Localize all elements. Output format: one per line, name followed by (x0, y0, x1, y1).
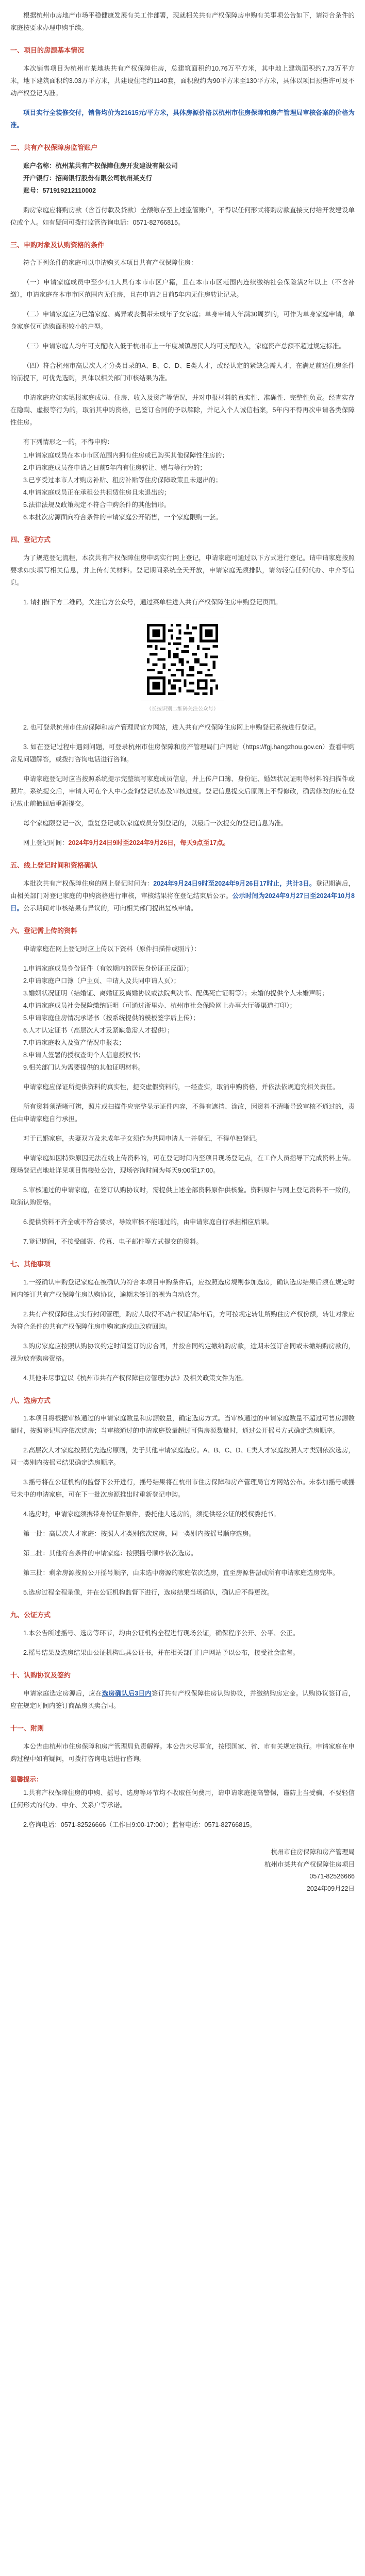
paragraph: 2. 也可登录杭州市住房保障和房产管理局官方网站，进入共有产权保障住房网上申购登记系统进行登记。 (23, 724, 321, 732)
account-number: 账号：571919212110002 (23, 187, 96, 194)
paragraph: 申请家庭应如实填报家庭成员、住房、收入及资产等情况，并对申报材料的真实性、准确性、完整性负责。经查实存在隐瞒、虚报等行为的，取消其申购资格，已签订合同的予以解除，并记入个人诚信档案，5年内不得再次申请各类保障性住房。 (10, 394, 355, 427)
paragraph: 本次销售项目为杭州市某地块共有产权保障住房，总建筑面积约10.76万平方米，其中地上建筑面积约7.73万平方米，地下建筑面积约3.03万平方米，共建设住宅约1140套，面积段约为90平方米至130平方米，具体以项目预售许可及不动产权登记为准。 (10, 64, 355, 97)
list-title: 有下列情形之一的，不得申购： (23, 438, 114, 446)
paragraph: 第二批：其他符合条件的申请家庭：按照摇号顺序依次选房。 (23, 1550, 197, 1557)
paragraph: 第三批：剩余房源按照公开摇号顺序，由未选中房源的家庭依次选房，直至房源售罄或所有申请家庭选房完毕。 (23, 1569, 339, 1577)
signature-block (10, 1846, 355, 1895)
list-item: 5.申请家庭住房情况承诺书（按系统提供的模板签字后上传）； (23, 1014, 200, 1022)
paragraph: （二）申请家庭应为已婚家庭、离异或丧偶带未成年子女家庭；单身申请人年满30周岁的，可作为单身家庭申请，单身家庭仅可选购面积较小的户型。 (10, 311, 355, 331)
text-span: 公示期间对审核结果有异议的，可向相关部门提出复核申请。 (23, 904, 197, 912)
text-span: 签订共有产权保障住房认购协议，并缴纳购房定金。认购协议签订后，应在规定时间内签订商品房买卖合同。 (10, 1689, 355, 1709)
text-span: 本批次共有产权保障住房的网上登记时间为： (23, 879, 154, 887)
signature-date: 2024年09月22日 (306, 1885, 355, 1893)
paragraph: 所有资料须清晰可辨，照片或扫描件应完整显示证件内容，不得有遮挡、涂改，因资料不清晰导致审核不通过的，责任由申请家庭自行承担。 (10, 1103, 355, 1123)
section-heading: 七、其他事项 (10, 1260, 51, 1268)
paragraph: 申请家庭在网上登记时应上传以下资料（原件扫描件或照片）： (23, 945, 201, 953)
section-heading: 一、项目的房源基本情况 (10, 46, 85, 54)
paragraph: 3.摇号将在公证机构的监督下公开进行，摇号结果将在杭州市住房保障和房产管理局官方网站公布。未参加摇号或摇号未中的申请家庭，可在下一批次房源推出时重新登记申购。 (10, 1479, 355, 1499)
paragraph: 2.高层次人才家庭按照优先选房原则，先于其他申请家庭选房。A、B、C、D、E类人才家庭按照人才类别依次选房，同一类别内按摇号结果确定选房顺序。 (10, 1447, 355, 1467)
paragraph: 4.其他未尽事宜以《杭州市共有产权保障住房管理办法》及相关政策文件为准。 (23, 1374, 248, 1382)
paragraph: 本公告由杭州市住房保障和房产管理局负责解释。本公告未尽事宜，按照国家、省、市有关规定执行。申请家庭在申购过程中如有疑问，可拨打咨询电话进行咨询。 (10, 1742, 355, 1762)
paragraph: 2.共有产权保障住房实行封闭管理，购房人取得不动产权证满5年后，方可按规定转让所购住房产权份额，转让对象应为符合条件的共有产权保障住房申购家庭或由政府回购。 (10, 1310, 355, 1330)
paragraph: 5.审核通过的申请家庭，在签订认购协议时，需提供上述全部资料原件供核验。资料原件与网上登记资料不一致的，取消认购资格。 (10, 1186, 355, 1206)
list-item: 4.申请家庭成员社会保险缴纳证明（可通过浙里办、杭州市社会保险网上办事大厅等渠道打印）； (23, 1002, 296, 1009)
paragraph (10, 877, 355, 914)
list-item: 8.申请人签署的授权查询个人信息授权书； (23, 1051, 145, 1059)
highlight-date: 公示时间为2024年9月27日至2024年10月8日。 (10, 892, 355, 912)
highlight-date: 2024年9月24日9时至2024年9月26日17时止，共计3日。 (153, 879, 316, 887)
list-item: 9.相关部门认为需要提供的其他证明材料。 (23, 1063, 145, 1071)
signature-org: 杭州市住房保障和房产管理局 (271, 1848, 355, 1856)
list-item: 2.申请家庭成员在申请之日前5年内有住房转让、赠与等行为的； (23, 464, 206, 472)
section-heading: 二、共有产权保障房监管账户 (10, 143, 98, 151)
paragraph: 申请家庭如因特殊原因无法在线上传资料的，可在登记时间内至项目现场登记点，在工作人员指导下完成资料上传。现场登记点地址详见项目售楼处公告，现场咨询时间为每天9:00至17:00。 (10, 1154, 355, 1174)
list-item: 2.申请家庭户口簿（户主页、申请人及共同申请人页）； (23, 977, 180, 985)
paragraph: 6.提供资料不齐全或不符合要求，导致审核不能通过的，由申请家庭自行承担相应后果。 (23, 1218, 274, 1226)
list-item: 3.已享受过本市人才购房补贴、租房补贴等住房保障政策且未退出的； (23, 477, 222, 484)
section-heading: 三、申购对象及认购资格的条件 (10, 241, 105, 249)
paragraph: 购房家庭应将购房款（含首付款及贷款）全额缴存至上述监管账户，不得以任何形式将购房款直接支付给开发建设单位或个人。如有疑问可拨打监管咨询电话：0571-82766815。 (10, 206, 355, 226)
section-heading: 四、登记方式 (10, 536, 51, 544)
section-heading: 八、选房方式 (10, 1396, 51, 1404)
intro-paragraph: 根据杭州市房地产市场平稳健康发展有关工作部署，现就相关共有产权保障房申购有关事项公告如下，请符合条件的家庭按要求办理申购手续。 (10, 12, 355, 31)
section-heading: 六、登记需上传的资料 (10, 926, 78, 935)
notes-title: 温馨提示： (10, 1775, 43, 1783)
paragraph: 1.共有产权保障住房的申购、摇号、选房等环节均不收取任何费用，请申请家庭提高警惕，谨防上当受骗，不要轻信任何形式的代办、中介、关系户等承诺。 (10, 1789, 355, 1809)
registration-time-label: 网上登记时间： (23, 839, 69, 847)
registration-time-value: 2024年9月24日9时至2024年9月26日，每天9点至17点。 (68, 839, 230, 847)
paragraph: 3. 如在登记过程中遇到问题，可登录杭州市住房保障和房产管理局门户网站（https://fgj.hangzhou.gov.cn）查看申购常见问题解答，或拨打咨询电话进行咨询。 (10, 743, 355, 764)
paragraph: 申请家庭应保证所提供资料的真实性，提交虚假资料的，一经查实，取消申购资格，并依法依规追究相关责任。 (23, 1083, 339, 1091)
account-bank: 开户银行：招商银行股份有限公司杭州某支行 (23, 174, 153, 182)
signature-phone: 0571-82526666 (309, 1873, 355, 1880)
paragraph: 为了规范登记流程，本次共有产权保障住房申购实行网上登记，申请家庭可通过以下方式进行登记。请申请家庭按照要求如实填写相关信息，并上传有关材料。登记期间系统全天开放，申请家庭无须排队，请勿轻信任何代办、中介等信息。 (10, 554, 355, 587)
paragraph (10, 1687, 355, 1712)
paragraph: 第一批：高层次人才家庭：按照人才类别依次选房，同一类别内按摇号顺序选房。 (23, 1530, 256, 1538)
paragraph: 2.咨询电话：0571-82526666（工作日9:00-17:00）；监督电话：0571-82766815。 (23, 1821, 256, 1828)
account-name: 账户名称：杭州某共有产权保障住房开发建设有限公司 (23, 162, 178, 170)
list-item: 5.法律法规及政策规定不符合申购条件的其他情形。 (23, 501, 171, 509)
paragraph: 1.一经确认申购登记家庭在被确认为符合本项目申购条件后，应按照选房规则参加选房，确认选房结果后须在规定时间内签订共有产权保障住房认购协议，逾期未签订的视为自动放弃。 (10, 1278, 355, 1298)
section-heading: 十、认购协议及签约 (10, 1671, 71, 1680)
price-paragraph: 项目实行全装修交付，销售均价为21615元/平方米，具体房源价格以杭州市住房保障和房产管理局审核备案的价格为准。 (10, 109, 355, 129)
list-item: 4.申请家庭成员正在承租公共租赁住房且未退出的； (23, 489, 171, 497)
section-heading: 五、线上登记时间和资格确认 (10, 861, 98, 870)
paragraph: 4.选房时，申请家庭须携带身份证件原件，委托他人选房的，须提供经公证的授权委托书。 (23, 1511, 280, 1518)
list-item: 6.人才认定证书（高层次人才及紧缺急需人才提供）； (23, 1026, 174, 1034)
paragraph: 1. 请扫描下方二维码，关注官方公众号，通过菜单栏进入共有产权保障住房申购登记页面。 (23, 599, 282, 606)
qr-code-container (10, 618, 355, 701)
signature-org-2: 杭州市某共有产权保障住房项目 (264, 1860, 355, 1868)
paragraph: （四）符合杭州市高层次人才分类目录的A、B、C、D、E类人才，或经认定的紧缺急需人才，在满足前述住房条件的前提下，可优先选购，具体以相关部门审核结果为准。 (10, 362, 355, 382)
paragraph: 符合下列条件的家庭可以申请购买本项目共有产权保障住房： (23, 259, 197, 267)
paragraph: 1.本公告所述摇号、选房等环节，均由公证机构全程进行现场公证，确保程序公开、公平、公正。 (23, 1630, 300, 1637)
qr-caption: （长按识别二维码关注公众号） (146, 706, 219, 713)
paragraph: 3.购房家庭应按照认购协议约定时间签订购房合同，并按合同约定缴纳购房款，逾期未签订合同或未缴纳购房款的，视为放弃购房资格。 (10, 1342, 355, 1362)
paragraph: 7.登记期间，不接受邮寄、传真、电子邮件等方式提交的资料。 (23, 1238, 203, 1245)
text-span: 登记期满后，由相关部门对登记家庭的申购资格进行审核，审核结果将在登记结束后公示。 (10, 879, 355, 900)
registration-time (10, 837, 355, 849)
paragraph: 1.本项目将根据审核通过的申请家庭数量和房源数量，确定选房方式。当审核通过的申请家庭数量不超过可售房源数量时，按照登记顺序依次选房；当审核通过的申请家庭数量超过可售房源数量时，通过公开摇号方式确定选房顺序。 (10, 1415, 355, 1435)
highlight-deadline: 选房确认后3日内 (102, 1689, 152, 1697)
list-item: 7.申请家庭收入及资产情况申报表； (23, 1039, 125, 1046)
list-item: 1.申请家庭成员身份证件（有效期内的居民身份证正反面）； (23, 964, 193, 972)
paragraph: （三）申请家庭人均年可支配收入低于杭州市上一年度城镇居民人均可支配收入，家庭资产总额不超过规定标准。 (23, 343, 346, 350)
qr-code-icon[interactable] (141, 618, 224, 701)
text-span: 申请家庭选定房源后，应在 (23, 1689, 102, 1697)
section-heading: 九、公证方式 (10, 1611, 51, 1619)
paragraph: 每个家庭限登记一次，重复登记或以家庭成员分别登记的，以最后一次提交的登记信息为准。 (23, 820, 288, 827)
list-item: 6.本批次房源面向符合条件的申请家庭公开销售，一个家庭限购一套。 (23, 514, 222, 521)
paragraph: 申请家庭登记时应当按照系统提示完整填写家庭成员信息，并上传户口簿、身份证、婚姻状况证明等材料的扫描件或照片。系统提交后，申请人可在个人中心查询登记状态及审核进度。登记信息提交后原则上不得修改，确需修改的应在登记截止前撤回后重新提交。 (10, 775, 355, 808)
list-item: 1.申请家庭成员在本市市区范围内拥有住房或已购买其他保障性住房的； (23, 452, 228, 460)
paragraph: 对于已婚家庭，夫妻双方及未成年子女须作为共同申请人一并登记，不得单独登记。 (23, 1134, 262, 1142)
paragraph: 2.摇号结果及选房结果由公证机构出具公证书，并在相关部门门户网站予以公布，接受社会监督。 (23, 1649, 300, 1657)
list-item: 3.婚姻状况证明（结婚证、离婚证及离婚协议或法院判决书、配偶死亡证明等）；未婚的提供个人未婚声明； (23, 989, 328, 997)
paragraph: 5.选房过程全程录像，并在公证机构监督下进行，选房结果当场确认，确认后不得更改。 (23, 1589, 274, 1597)
section-heading: 十一、附则 (10, 1724, 44, 1732)
paragraph: （一）申请家庭成员中至少有1人具有本市市区户籍，且在本市市区范围内连续缴纳社会保险满2年以上（不含补缴），申请家庭在本市市区范围内无住房，且在申请之日前5年内无住房转让记录。 (10, 279, 355, 299)
